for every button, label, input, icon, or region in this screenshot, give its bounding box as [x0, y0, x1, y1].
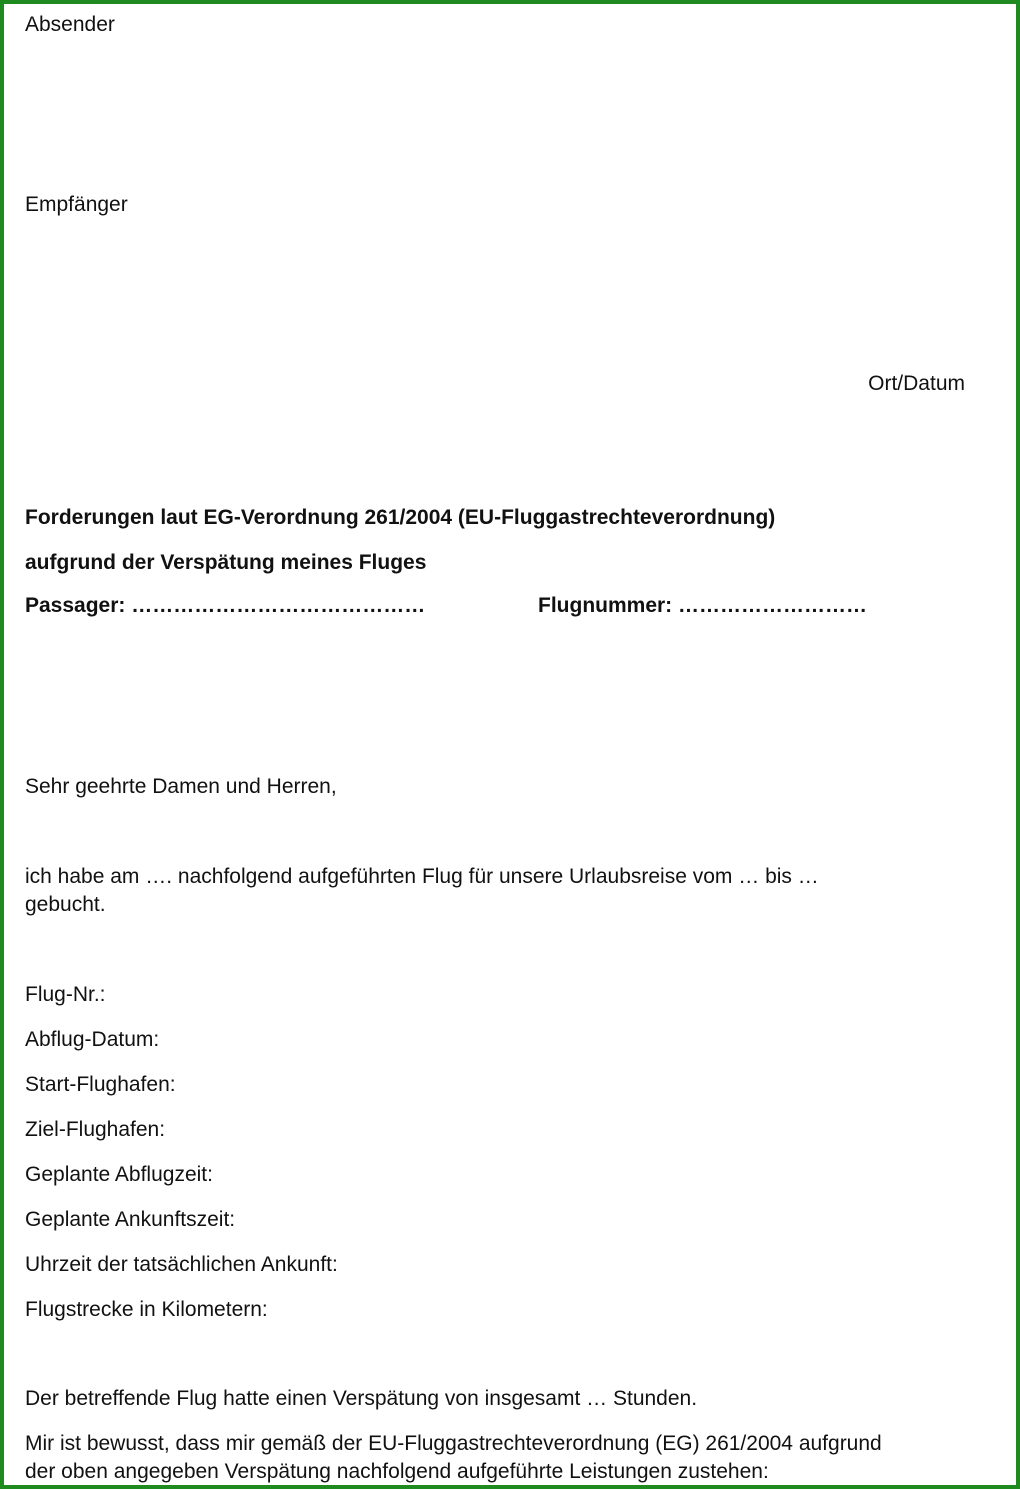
passenger-flight-row — [25, 592, 995, 620]
flight-detail-item: Ziel-Flughafen: — [25, 1118, 166, 1141]
awareness-paragraph — [25, 1430, 965, 1486]
sender-label: Absender — [25, 13, 115, 36]
flight-detail-item: Geplante Abflugzeit: — [25, 1163, 213, 1186]
delay-sentence: Der betreffende Flug hatte einen Verspätung von insgesamt … Stunden. — [25, 1387, 698, 1410]
intro-line-2: gebucht. — [25, 893, 106, 916]
subject-line-1: Forderungen laut EG-Verordnung 261/2004 (EU-Fluggastrechteverordnung) — [25, 506, 776, 529]
awareness-line-2: der oben angegeben Verspätung nachfolgend aufgeführte Leistungen zustehen: — [25, 1460, 769, 1483]
flight-detail-item: Flug-Nr.: — [25, 983, 106, 1006]
flight-number-field: Flugnummer: ……………………… — [538, 594, 867, 617]
intro-line-1: ich habe am …. nachfolgend aufgeführten Flug für unsere Urlaubsreise vom … bis … — [25, 865, 819, 888]
flight-detail-item: Abflug-Datum: — [25, 1028, 160, 1051]
flight-detail-item: Geplante Ankunftszeit: — [25, 1208, 236, 1231]
subject-line-2: aufgrund der Verspätung meines Fluges — [25, 551, 427, 574]
flight-detail-item: Flugstrecke in Kilometern: — [25, 1298, 268, 1321]
flight-details-list — [25, 981, 338, 1341]
place-date-label: Ort/Datum — [868, 372, 965, 395]
flight-detail-item: Uhrzeit der tatsächlichen Ankunft: — [25, 1253, 338, 1276]
intro-paragraph — [25, 863, 965, 919]
recipient-label: Empfänger — [25, 193, 128, 216]
flight-detail-item: Start-Flughafen: — [25, 1073, 176, 1096]
awareness-line-1: Mir ist bewusst, dass mir gemäß der EU-Fluggastrechteverordnung (EG) 261/2004 aufgrund — [25, 1432, 882, 1455]
passenger-field: Passager: …………………………………… — [25, 594, 426, 617]
salutation: Sehr geehrte Damen und Herren, — [25, 775, 337, 798]
